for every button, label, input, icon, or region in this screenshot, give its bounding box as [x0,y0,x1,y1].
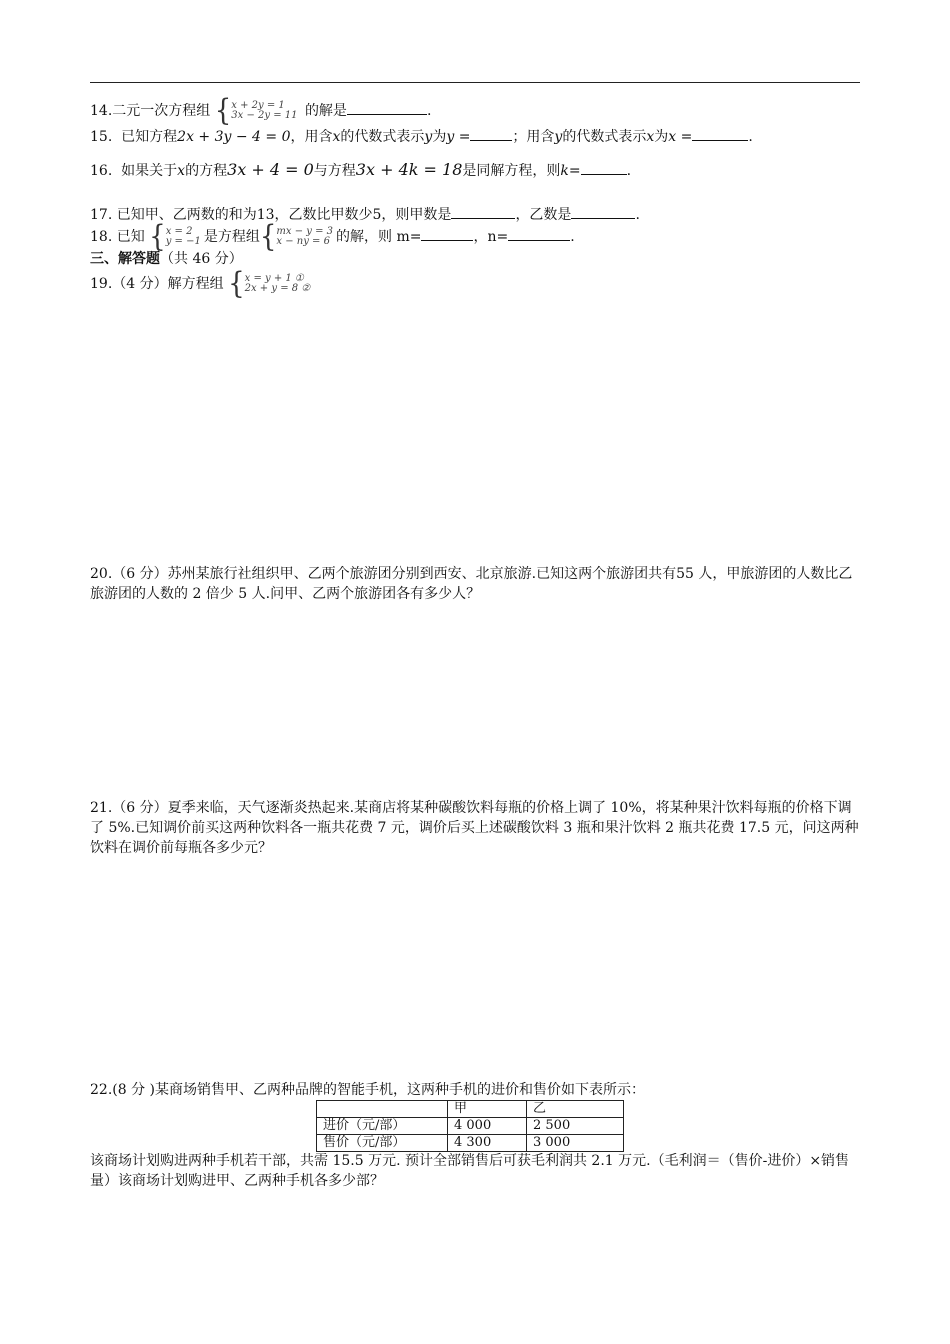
question-16: 16. 如果关于x的方程3x + 4 = 0与方程3x + 4k = 18是同解方程，则k= . [90,160,632,179]
q14-suffix: 的解是 [304,103,347,119]
q15-num: 15. [90,129,113,145]
phone-price-table [316,1100,624,1152]
table-cell: 4 000 [448,1118,527,1135]
question-21: 21.（6 分）夏季来临，天气逐渐炎热起来.某商店将某种碳酸饮料每瓶的价格上调了 10%，将某种果汁饮料每瓶的价格下调了 5%.已知调价前买这两种饮料各一瓶共花费 7 元，调价后买上述碳酸饮料 3 瓶和果汁饮料 2 瓶共花费 17.5 元，问这两种饮料在调价前每瓶各多少元？ [90,800,859,856]
question-18: 18. 已知 { x = 2 y = −1 是方程组{ mx − y = 3 x − ny = 6 的解，则 m= ，n= . [90,219,575,255]
q17-answer-blank-2[interactable] [571,204,635,219]
q14-sys-row1: x + 2y = 1 [231,100,285,111]
q15-text-1: 已知方程 [121,129,178,145]
q15-text-3: 的代数式表示 [340,129,425,145]
question-20: 20.（6 分）苏州某旅行社组织甲、乙两个旅游团分别到西安、北京旅游.已知这两个旅游团共有55 人，甲旅游团的人数比乙旅游团的人数的 2 倍少 5 人.问甲、乙两个旅游团各有多少人？ [90,566,853,602]
brace-icon: { [259,219,277,255]
question-14: 14.二元一次方程组 { x + 2y = 1 3x − 2y = 11 的解是 . [90,93,432,129]
q18-system [276,227,333,247]
q14-answer-blank[interactable] [347,100,427,115]
question-15: 15. 已知方程2x + 3y − 4 = 0，用含x的代数式表示y为y = ；用含y的代数式表示x为x = . [90,126,753,146]
q18-sol-row1: x = 2 [165,226,193,237]
q15-text-2: ，用含 [290,129,333,145]
table-header-cell: 甲 [448,1101,527,1118]
table-header-cell: 乙 [527,1101,624,1118]
q18-mid-text: 是方程组 [203,229,260,245]
q15-text-6: 的代数式表示 [562,129,647,145]
q15-var-x: x [332,129,341,145]
question-22-intro: 22.(8 分 )某商场销售甲、乙两种品牌的智能手机，这两种手机的进价和售价如下表所示： [90,1082,645,1098]
q15-x-eq: x = [668,129,693,145]
q16-var-x: x [177,163,186,179]
q16-text-4: 是同解方程，则 [462,163,561,179]
question-19 [90,266,313,302]
q15-equation: 2x + 3y − 4 = 0 [177,129,291,145]
q16-text-5: = [568,163,581,179]
q16-num: 16. [90,163,113,179]
table-cell: 售价（元/部） [317,1135,448,1152]
q19-system [245,274,311,294]
q14-sys-row2: 3x − 2y = 11 [231,110,298,121]
q18-prefix: 18. 已知 [90,229,145,245]
table-row [317,1118,624,1135]
q17-mid-text: ，乙数是 [515,207,572,223]
q18-answer-blank-n[interactable] [508,226,570,241]
brace-icon: { [214,93,232,129]
q14-system [231,101,297,121]
q18-sys-row1: mx − y = 3 [276,226,334,237]
q15-var-y: y [424,129,433,145]
q16-text-3: 与方程 [313,163,356,179]
brace-icon: { [149,219,166,255]
q19-sys-row1: x = y + 1 ① [244,273,304,284]
table-cell: 3 000 [527,1135,624,1152]
q15-var-x2: x [646,129,655,145]
table-cell: 2 500 [527,1118,624,1135]
q15-answer-blank-2[interactable] [692,126,748,141]
q18-answer-blank-m[interactable] [421,226,473,241]
question-17: 17. 已知甲、乙两数的和为13，乙数比甲数少5，则甲数是 ，乙数是 . [90,204,640,224]
section-3-points: （共 46 分） [160,251,243,267]
section-3-title: 三、解答题 [90,251,160,267]
q15-text-4: 为 [432,129,447,145]
q19-prefix: 19.（4 分）解方程组 [90,276,224,292]
header-rule [90,82,860,83]
q15-text-7: 为 [654,129,669,145]
table-header-cell [317,1101,448,1118]
q18-text-2: ，n= [473,229,509,245]
q18-text-1: 的解，则 m= [336,229,422,245]
q16-text-2: 的方程 [185,163,228,179]
q16-equation-2: 3x + 4k = 18 [355,160,463,179]
q18-sol-row2: y = −1 [165,236,201,247]
brace-icon: { [228,266,245,302]
q17-answer-blank-1[interactable] [451,204,515,219]
q17-text: 17. 已知甲、乙两数的和为13，乙数比甲数少5，则甲数是 [90,207,452,223]
q14-prefix: 14.二元一次方程组 [90,103,211,119]
section-3-heading [90,250,243,268]
q18-solution [166,227,201,247]
q16-var-k: k [560,163,569,179]
q15-var-y2: y [554,129,563,145]
q16-text-1: 如果关于 [121,163,178,179]
q15-y-eq: y = [446,129,471,145]
q16-equation-1: 3x + 4 = 0 [227,160,314,179]
q18-sys-row2: x − ny = 6 [276,236,330,247]
q19-sys-row2: 2x + y = 8 ② [244,283,311,294]
table-cell: 4 300 [448,1135,527,1152]
table-cell: 进价（元/部） [317,1118,448,1135]
table-row [317,1101,624,1118]
table-row [317,1135,624,1152]
q15-text-5: ；用含 [512,129,555,145]
q16-answer-blank[interactable] [581,160,627,175]
q15-answer-blank-1[interactable] [470,126,512,141]
question-22-body: 该商场计划购进两种手机若干部，共需 15.5 万元. 预计全部销售后可获毛利润共 2.1 万元.（毛利润＝（售价-进价）×销售量）该商场计划购进甲、乙两种手机各多少部？ [90,1153,850,1189]
